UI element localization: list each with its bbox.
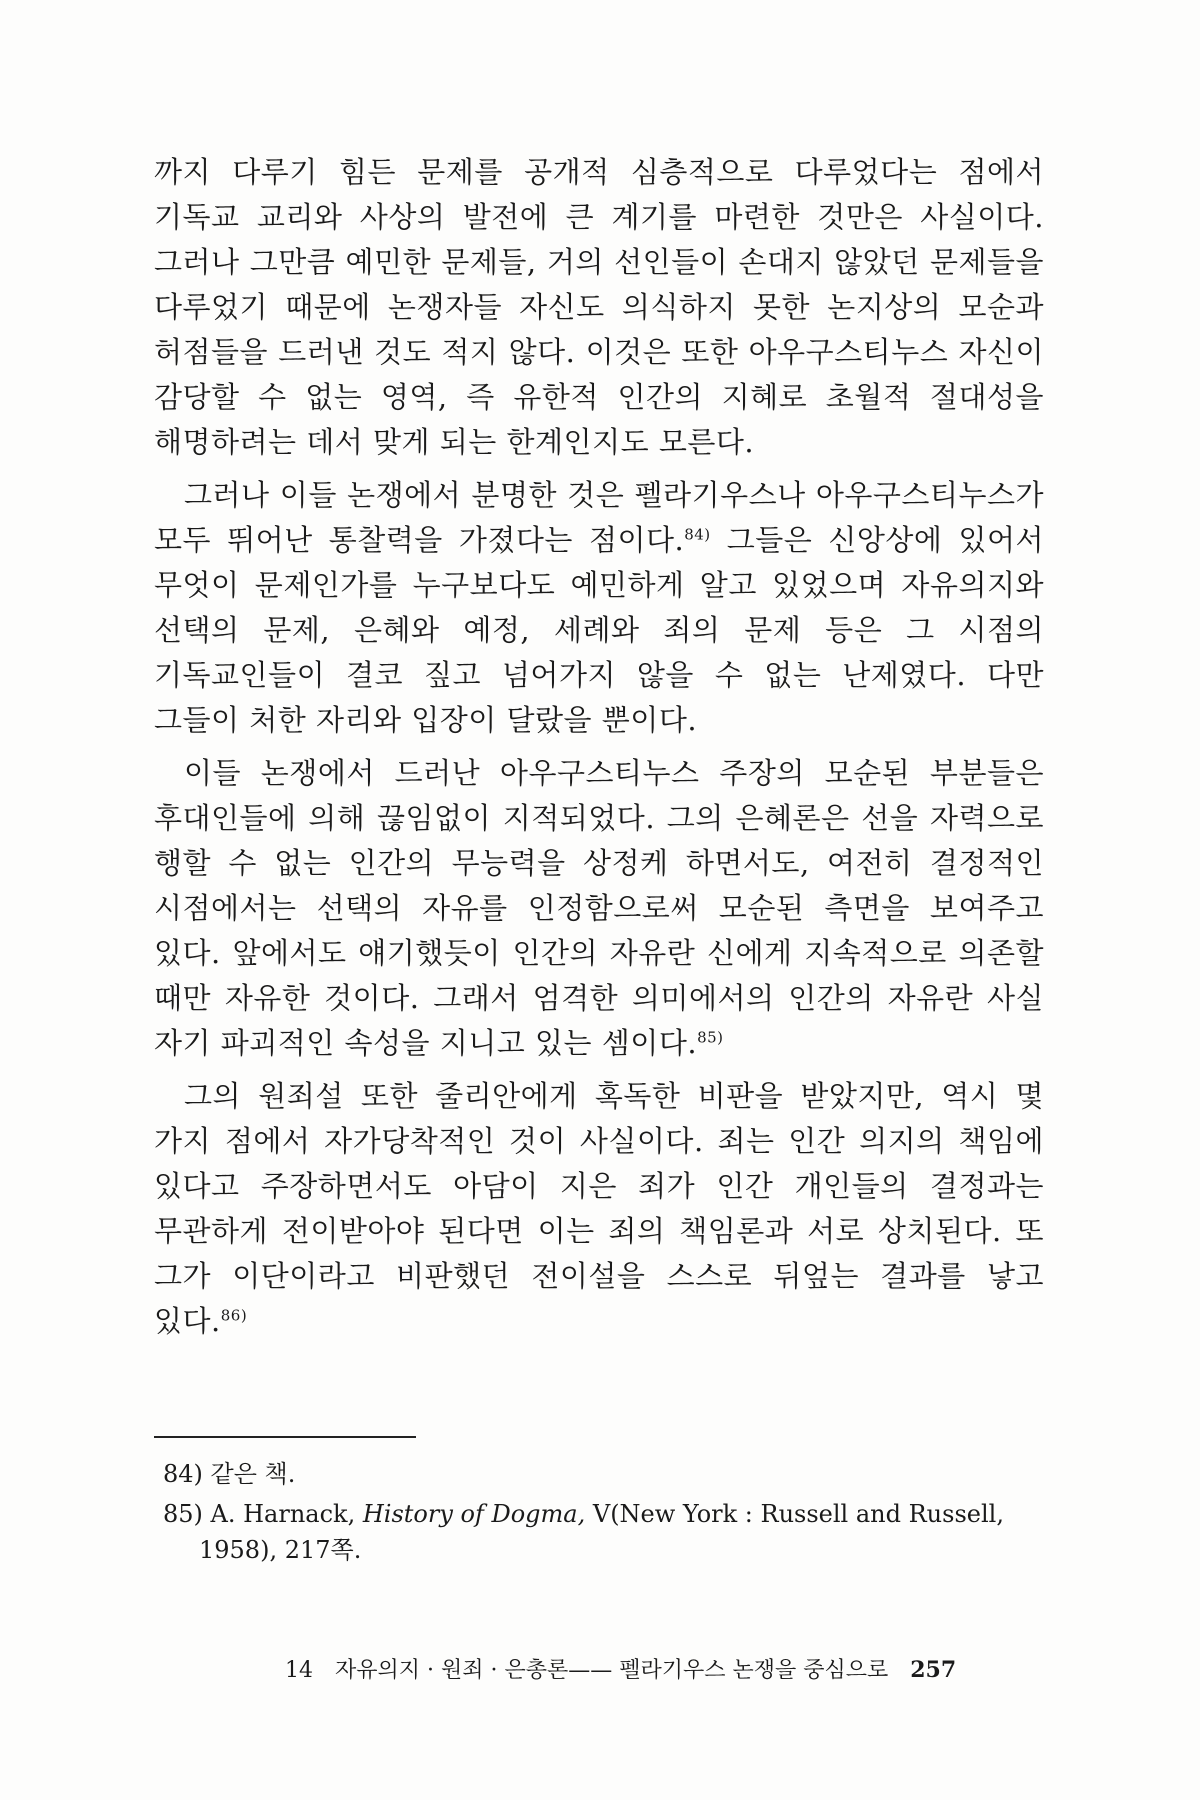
footnote-85-prefix: 85) A. Harnack, (163, 1500, 363, 1528)
chapter-number: 14 (285, 1658, 313, 1683)
footnote-ref-85: 85) (697, 1028, 724, 1047)
footnote-84: 84) 같은 책. (163, 1460, 296, 1488)
paragraph-2 (154, 473, 1044, 743)
body-text (154, 150, 1044, 1352)
paragraph-1: 까지 다루기 힘든 문제를 공개적 심층적으로 다루었다는 점에서 기독교 교리와 사상의 발전에 큰 계기를 마련한 것만은 사실이다. 그러나 그만큼 예민한 문제들, 거의 선인들이 손대지 않았던 문제들을 다루었기 때문에 논쟁자들 자신도 의식하지 못한 논지상의 모순과 허점들을 드러낸 것도 적지 않다. 이것은 또한 아우구스티누스 자신이 감당할 수 없는 영역, 즉 유한적 인간의 지혜로 초월적 절대성을 해명하려는 데서 맞게 되는 한계인지도 모른다. (154, 155, 1044, 459)
footnote-85-rest: V(New York : Russell and Russell, (585, 1500, 1004, 1528)
running-footer (285, 1655, 1045, 1686)
footnote-85-title: History of Dogma, (362, 1500, 586, 1528)
footnote-85-continuation: 1958), 217쪽. (199, 1536, 362, 1564)
footnote-divider (154, 1436, 416, 1438)
paragraph-4 (154, 1074, 1044, 1344)
footnote-ref-84: 84) (684, 525, 711, 544)
chapter-title: 자유의지 · 원죄 · 은총론—— 펠라기우스 논쟁을 중심으로 (335, 1658, 889, 1683)
footnote-85 (163, 1496, 1043, 1568)
footnote-ref-86: 86) (220, 1306, 248, 1325)
paragraph-2-rest: 그들은 신앙상에 있어서 무엇이 문제인가를 누구보다도 예민하게 알고 있었으며 자유의지와 선택의 문제, 은혜와 예정, 세례와 죄의 문제 등은 그 시점의 기독교인들이 결코 짚고 넘어가지 않을 수 없는 난제였다. 다만 그들이 처한 자리와 입장이 달랐을 뿐이다. (154, 523, 1044, 737)
footnotes (163, 1456, 1043, 1572)
paragraph-2-text: 그러나 이들 논쟁에서 분명한 것은 펠라기우스나 아우구스티누스가 모두 뛰어난 통찰력을 가졌다는 점이다. (154, 478, 1044, 557)
paragraph-3-text: 이들 논쟁에서 드러난 아우구스티누스 주장의 모순된 부분들은 후대인들에 의해 끊임없이 지적되었다. 그의 은혜론은 선을 자력으로 행할 수 없는 인간의 무능력을 상정케 하면서도, 여전히 결정적인 시점에서는 선택의 자유를 인정함으로써 모순된 측면을 보여주고 있다. 앞에서도 얘기했듯이 인간의 자유란 신에게 지속적으로 의존할 때만 자유한 것이다. 그래서 엄격한 의미에서의 인간의 자유란 사실 자기 파괴적인 속성을 지니고 있는 셈이다. (154, 756, 1044, 1060)
paragraph-4-text: 그의 원죄설 또한 줄리안에게 혹독한 비판을 받았지만, 역시 몇 가지 점에서 자가당착적인 것이 사실이다. 죄는 인간 의지의 책임에 있다고 주장하면서도 아담이 지은 죄가 인간 개인들의 결정과는 무관하게 전이받아야 된다면 이는 죄의 책임론과 서로 상치된다. 또 그가 이단이라고 비판했던 전이설을 스스로 뒤엎는 결과를 낳고 있다. (154, 1079, 1044, 1338)
paragraph-3 (154, 751, 1044, 1066)
page-number: 257 (910, 1657, 957, 1683)
